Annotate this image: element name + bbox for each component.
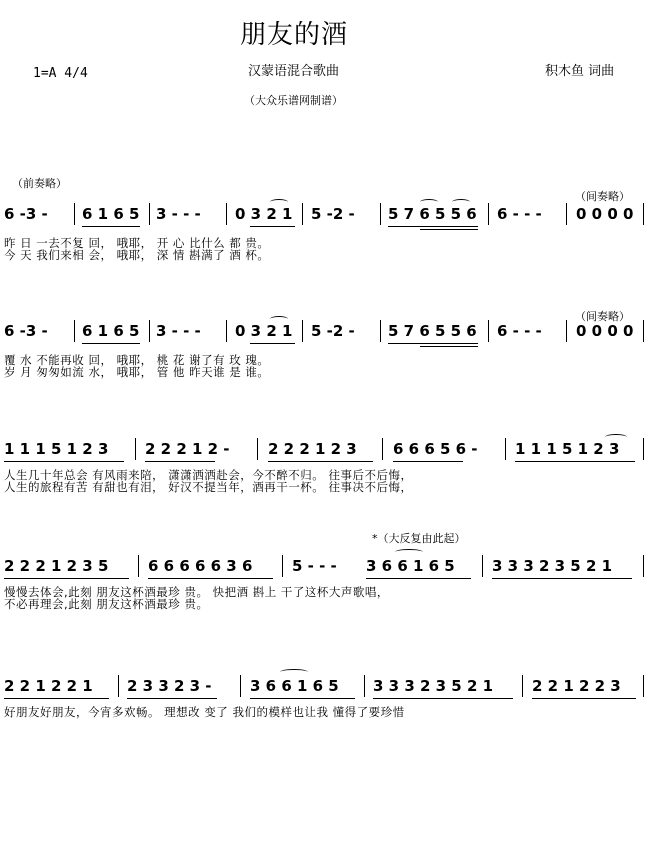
beam-underline [4, 461, 124, 462]
bar-line [488, 203, 489, 225]
bar-line [226, 203, 227, 225]
bar-line [257, 438, 258, 460]
measure: 6 1 6 5 [82, 322, 140, 340]
measure: 2 2 2 1 2 3 [268, 440, 357, 458]
measure: 5 -2 - [311, 205, 355, 223]
measure: 0 0 0 0 [576, 205, 634, 223]
beam-underline [420, 346, 478, 347]
measure: 6 6 6 5 6 - [393, 440, 478, 458]
measure: 3 - - - [156, 322, 201, 340]
lyric-line: 今 天 我们来相 会， 哦耶， 深 情 斟满了 酒 杯。 [4, 248, 270, 262]
lyric-line: 覆 水 不能再收 回， 哦耶， 桃 花 谢了有 玫 瑰。 [4, 353, 270, 367]
beam-underline [420, 229, 478, 230]
beam-underline [366, 578, 471, 579]
bar-line [138, 555, 139, 577]
beam-underline [515, 461, 635, 462]
bar-line [566, 203, 567, 225]
measure: 2 2 1 2 2 1 [4, 677, 93, 695]
measure: 2 2 2 1 2 3 5 [4, 557, 109, 575]
beam-underline [82, 226, 140, 227]
song-credit: 积木鱼 词曲 [545, 64, 615, 79]
key-signature: 1=A 4/4 [33, 66, 88, 81]
lyric-line: 昨 日 一去不复 回， 哦耶， 开 心 比什么 都 贵。 [4, 236, 270, 250]
song-subtitle: 汉蒙语混合歌曲 [248, 64, 340, 79]
measure: 6 1 6 5 [82, 205, 140, 223]
lyric-line: 好朋友好朋友，今宵多欢畅。 理想改 变了 我们的模样也让我 懂得了要珍惜 [4, 705, 405, 719]
lyric-line: 慢慢去体会,此刻 朋友这杯酒最珍 贵。 快把酒 斟上 干了这杯大声歌唱， [4, 585, 389, 599]
beam-underline [4, 578, 129, 579]
bar-line [135, 438, 136, 460]
measure: 5 7 6 5 5 6 [388, 205, 477, 223]
bar-line [482, 555, 483, 577]
lyric-line: 岁 月 匆匆如流 水， 哦耶， 管 他 昨天谁 是 谁。 [4, 365, 270, 379]
beam-underline [388, 343, 478, 344]
interlude-note-2: （间奏略） [575, 310, 630, 323]
measure: 5 7 6 5 5 6 [388, 322, 477, 340]
measure: 1 1 1 5 1 2 3 [4, 440, 109, 458]
measure: 2 2 2 1 2 - [145, 440, 230, 458]
measure: 0 0 0 0 [576, 322, 634, 340]
source-note: （大众乐谱网制谱） [244, 94, 343, 107]
bar-line [566, 320, 567, 342]
repeat-note: *（大反复由此起） [372, 532, 466, 545]
measure: 3 - - - [156, 205, 201, 223]
slur-mark [270, 316, 288, 322]
slur-mark [395, 549, 423, 555]
measure: 1 1 1 5 1 2 3 [515, 440, 620, 458]
song-title: 朋友的酒 [240, 20, 349, 50]
bar-line [643, 203, 644, 225]
beam-underline [532, 698, 636, 699]
slur-mark [420, 199, 438, 205]
bar-line [149, 203, 150, 225]
lyric-line: 人生的旅程有苦 有甜也有泪， 好汉不提当年，酒再干一杯。 往事决不后悔， [4, 480, 413, 494]
measure: 3 3 3 2 3 5 2 1 [492, 557, 613, 575]
beam-underline [250, 698, 355, 699]
bar-line [488, 320, 489, 342]
bar-line [302, 203, 303, 225]
prelude-note: （前奏略） [12, 177, 67, 190]
measure: 3 6 6 1 6 5 [366, 557, 455, 575]
bar-line [643, 675, 644, 697]
beam-underline [145, 461, 215, 462]
bar-line [382, 438, 383, 460]
lyric-line: 不必再理会,此刻 朋友这杯酒最珍 贵。 [4, 597, 209, 611]
bar-line [522, 675, 523, 697]
beam-underline [388, 226, 478, 227]
measure: 2 3 3 2 3 - [127, 677, 212, 695]
beam-underline [4, 698, 109, 699]
measure: 5 -2 - [311, 322, 355, 340]
bar-line [118, 675, 119, 697]
interlude-note-1: （间奏略） [575, 190, 630, 203]
measure: 6 -3 - [4, 205, 48, 223]
beam-underline [148, 578, 273, 579]
bar-line [380, 320, 381, 342]
beam-underline [393, 461, 463, 462]
bar-line [643, 438, 644, 460]
bar-line [74, 203, 75, 225]
bar-line [364, 675, 365, 697]
measure: 3 6 6 1 6 5 [250, 677, 339, 695]
beam-underline [373, 698, 513, 699]
measure: 0 3 2 1 [235, 322, 293, 340]
beam-underline [82, 343, 140, 344]
slur-mark [280, 669, 308, 675]
measure: 2 2 1 2 2 3 [532, 677, 621, 695]
bar-line [302, 320, 303, 342]
beam-underline [492, 578, 632, 579]
measure: 6 - - - [497, 322, 542, 340]
measure: 0 3 2 1 [235, 205, 293, 223]
measure: 6 -3 - [4, 322, 48, 340]
slur-mark [605, 434, 627, 440]
beam-underline [127, 698, 217, 699]
measure: 6 - - - [497, 205, 542, 223]
bar-line [226, 320, 227, 342]
bar-line [149, 320, 150, 342]
slur-mark [452, 199, 470, 205]
bar-line [643, 555, 644, 577]
beam-underline [268, 461, 373, 462]
measure: 6 6 6 6 6 3 6 [148, 557, 253, 575]
bar-line [380, 203, 381, 225]
bar-line [643, 320, 644, 342]
measure: 3 3 3 2 3 5 2 1 [373, 677, 494, 695]
beam-underline [250, 226, 295, 227]
bar-line [74, 320, 75, 342]
measure: 5 - - - [292, 557, 337, 575]
bar-line [240, 675, 241, 697]
slur-mark [270, 199, 288, 205]
beam-underline [250, 343, 295, 344]
lyric-line: 人生几十年总会 有风雨来陪， 潇潇洒洒赴会，今不醉不归。 往事后不后悔， [4, 468, 413, 482]
bar-line [282, 555, 283, 577]
bar-line [505, 438, 506, 460]
